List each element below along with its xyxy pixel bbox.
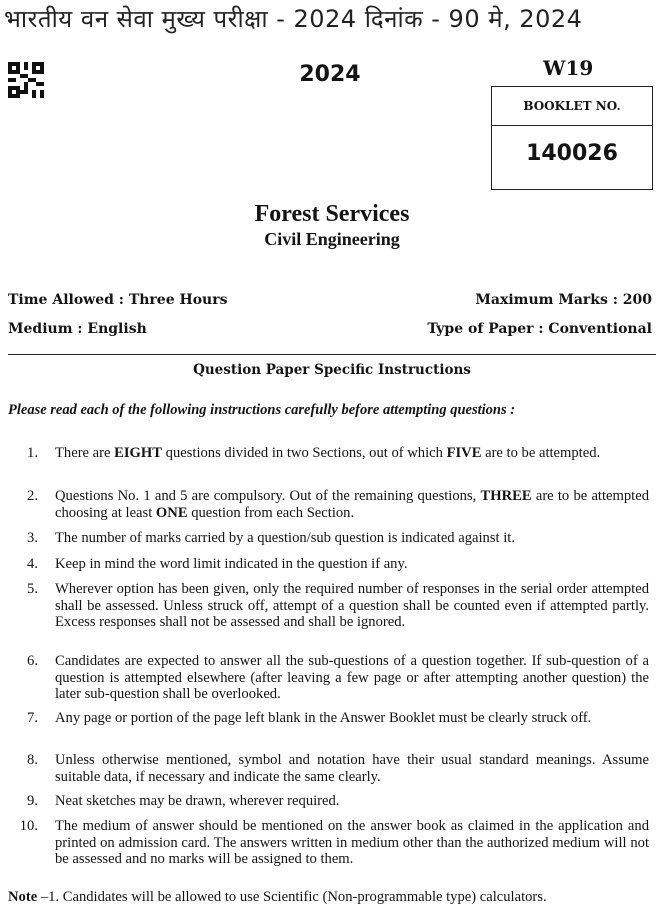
instruction-number: 2. (27, 488, 38, 504)
divider (8, 354, 656, 355)
instruction-text: Neat sketches may be drawn, wherever required. (55, 793, 340, 809)
handwritten-exam-header: भारतीय वन सेवा मुख्य परीक्षा - 2024 दिनांक - 90 मे, 2024 (4, 5, 583, 33)
instruction-text: There are EIGHT questions divided in two Sections, out of which FIVE are to be attempted. (55, 445, 601, 461)
booklet-number: 140026 (526, 141, 618, 166)
instruction-text: Keep in mind the word limit indicated in the question if any. (55, 556, 408, 572)
note-label: Note (8, 889, 38, 905)
instruction-text: Unless otherwise mentioned, symbol and notation have their usual standard meanings. Assume suitable data, if necessary and indicate the same clearly. (55, 752, 649, 785)
instruction-text: The number of marks carried by a question/sub question is indicated against it. (55, 530, 515, 546)
booklet-number-box (491, 86, 653, 190)
note-line (8, 889, 547, 906)
instruction-number: 8. (27, 752, 38, 768)
paper-title: Forest Services (254, 201, 410, 227)
instruction-number: 3. (27, 530, 38, 546)
instruction-text: Wherever option has been given, only the required number of responses in the serial order attempted shall be assessed. Unless struck off, attempt of a question shall be counted even if attempted partly. Excess responses shall not be assessed and shall be ignored. (55, 581, 649, 630)
instructions-intro: Please read each of the following instructions carefully before attempting questions : (8, 402, 516, 418)
maximum-marks: Maximum Marks : 200 (475, 292, 652, 308)
paper-type: Type of Paper : Conventional (427, 321, 652, 337)
instruction-text: Questions No. 1 and 5 are compulsory. Out of the remaining questions, THREE are to be attempted choosing at least ONE question from each Section. (55, 488, 650, 521)
instructions-heading: Question Paper Specific Instructions (193, 362, 471, 378)
instruction-number: 6. (27, 653, 38, 669)
instruction-number: 10. (19, 818, 38, 834)
instruction-number: 4. (27, 556, 38, 572)
paper-code: W19 (543, 56, 594, 80)
booklet-label: BOOKLET NO. (492, 87, 652, 126)
instruction-number: 5. (27, 581, 38, 597)
instruction-number: 1. (27, 445, 38, 461)
medium: Medium : English (8, 321, 147, 337)
instruction-number: 7. (27, 710, 38, 726)
instruction-number: 9. (27, 793, 38, 809)
time-allowed: Time Allowed : Three Hours (8, 292, 228, 308)
instruction-text: Any page or portion of the page left blank in the Answer Booklet must be clearly struck off. (55, 710, 592, 726)
instruction-text: The medium of answer should be mentioned on the answer book as claimed in the application and printed on admission card. The answers written in medium other than the authorized medium will not be assessed and no marks will be assigned to them. (55, 818, 649, 867)
paper-subtitle: Civil Engineering (264, 229, 400, 249)
exam-year: 2024 (299, 62, 361, 87)
note-text: –1. Candidates will be allowed to use Scientific (Non-programmable type) calculators. (40, 889, 547, 905)
instruction-text: Candidates are expected to answer all the sub-questions of a question together. If sub-question of a question is attempted elsewhere (after leaving a few page or after attempting another question) the later sub-question shall be overlooked. (55, 653, 649, 702)
